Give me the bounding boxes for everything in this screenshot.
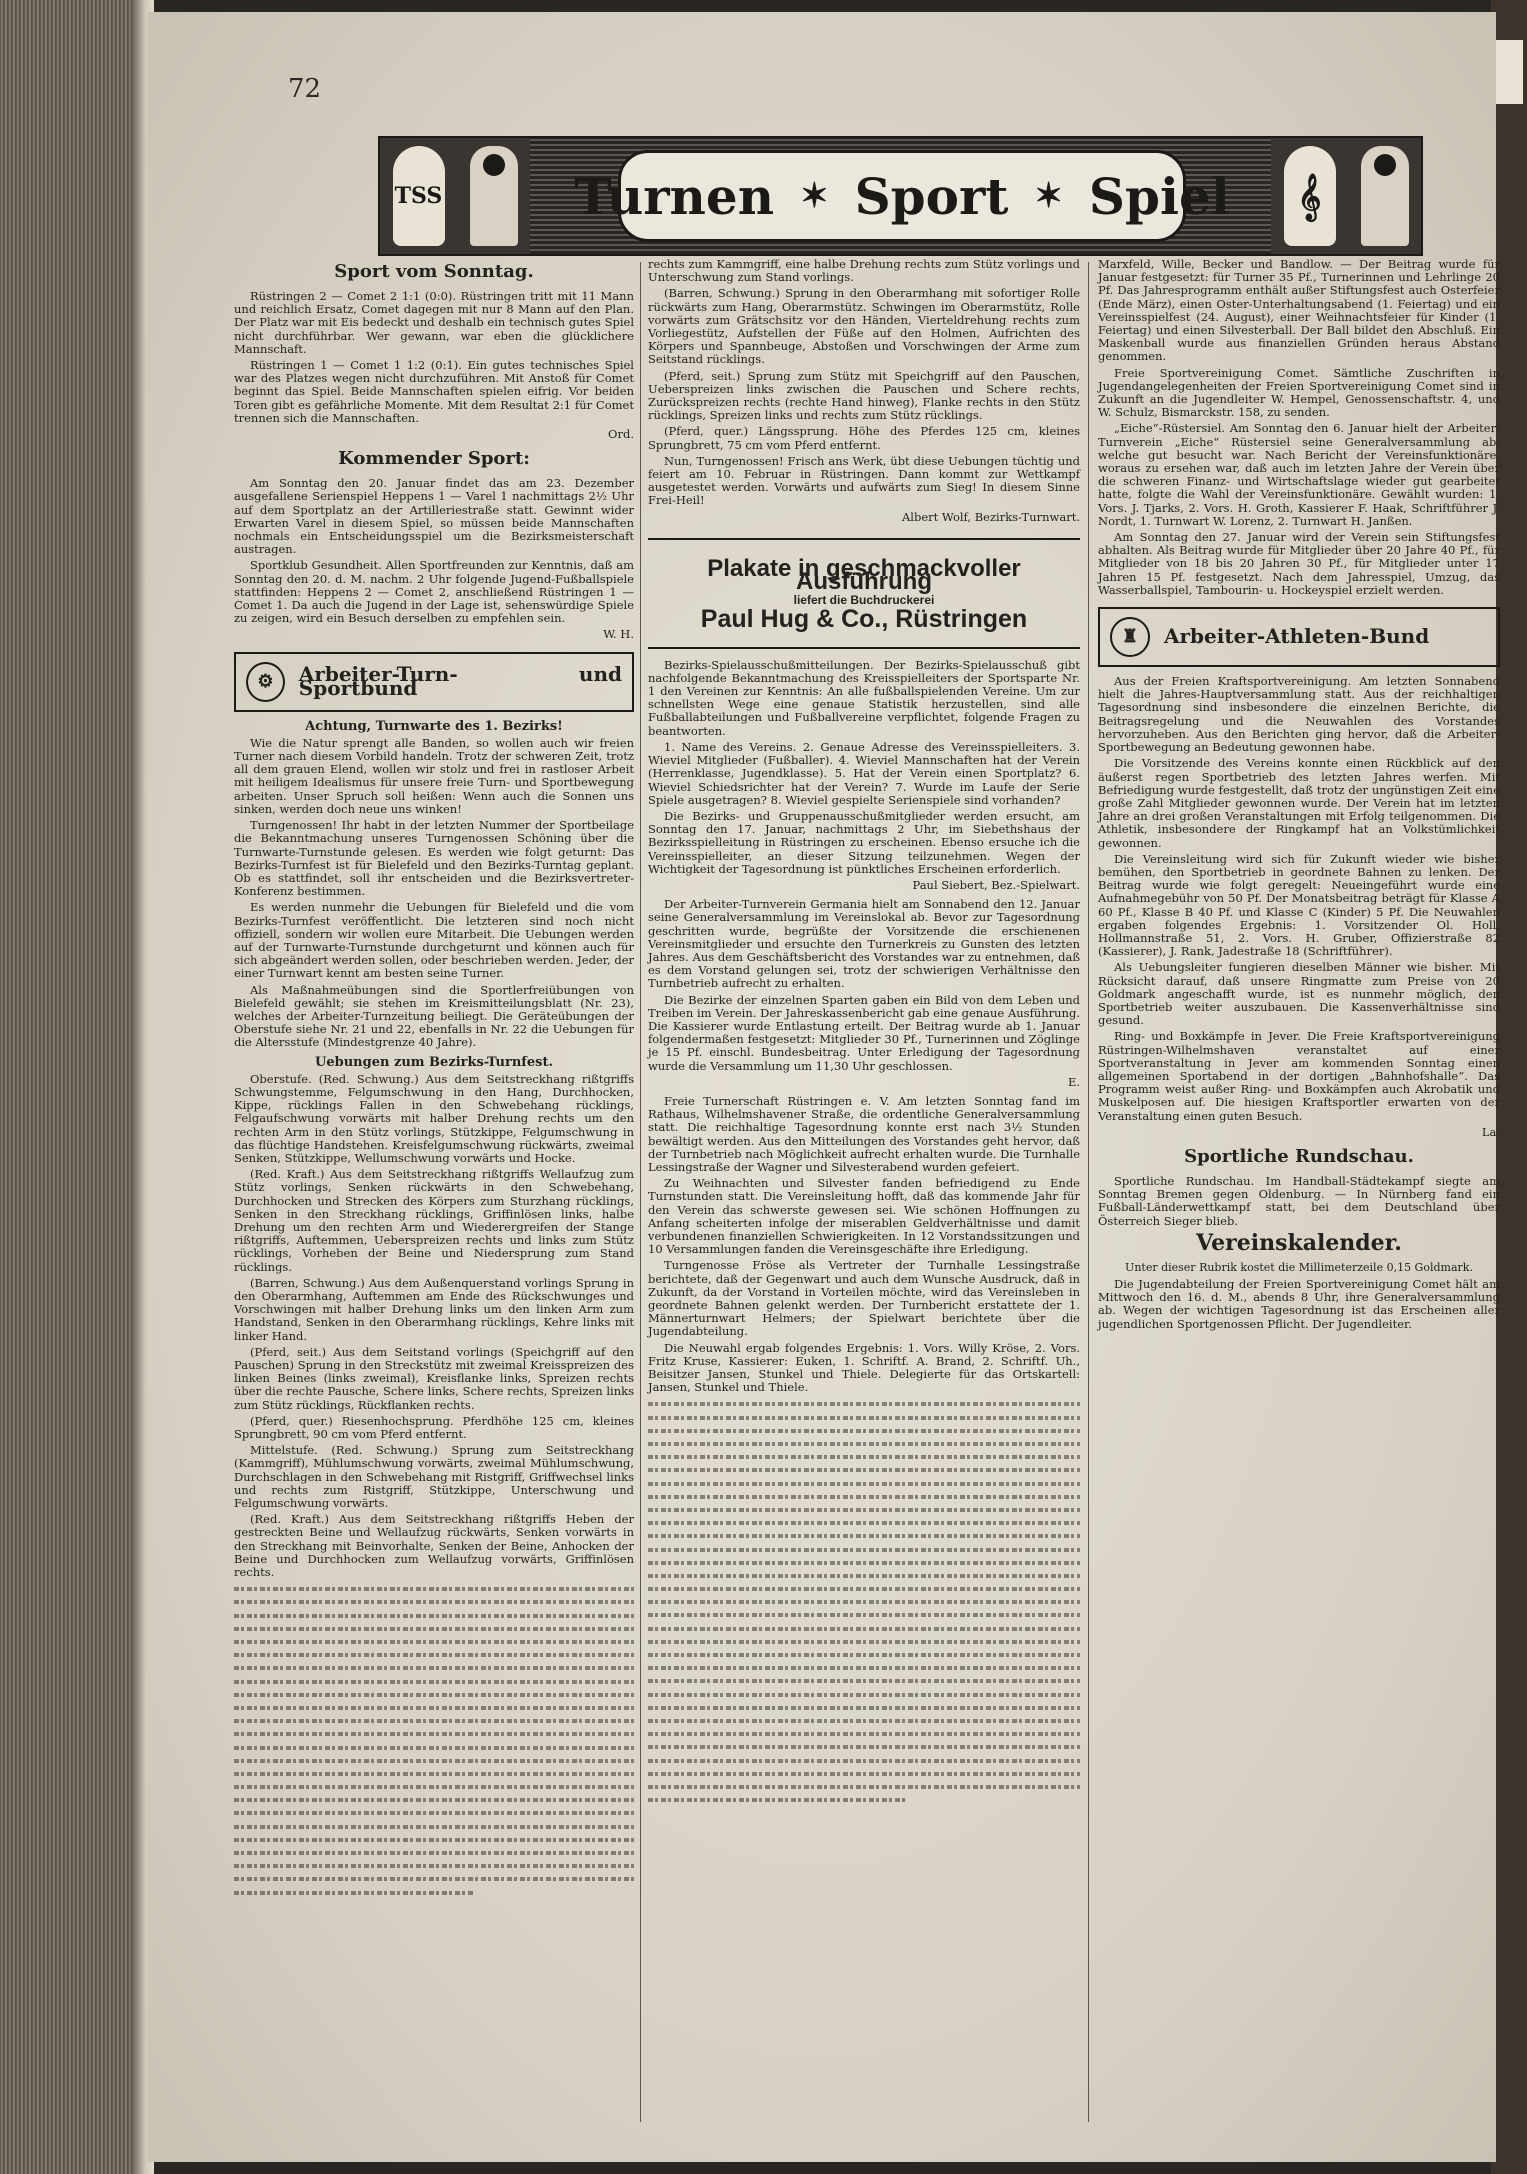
illegible-text-lines [234,1582,634,1899]
article-paragraph: Ring- und Boxkämpfe in Jever. Die Freie Kraftsportvereinigung Rüstringen-Wilhelmshaven veranstaltet auf einer Sportveranstaltung in Jever am kommenden Sonntag einen allgemeinen Sportabend in der dortigen „Bahnhofshalle“. Das Programm weist außer Ring- und Boxkämpfen auch Akrobatik und Muskelposen auf. Die hiesigen Kraftsportler erwarten von der Veranstaltung einen guten Besuch. [1098,1029,1500,1123]
article-paragraph: Als Maßnahmeübungen sind die Sportlerfreiübungen von Bielefeld gewählt; sie stehen im Kreismitteilungsblatt (Nr. 23), welches der Arbeiter-Turnzeitung beiliegt. Die Geräteübungen der Oberstufe siehe Nr. 21 und 22, ebenfalls in Nr. 22 die Uebungen für die Altersstufe (Mindestgrenze 40 Jahre). [234,982,634,1050]
article-paragraph: Marxfeld, Wille, Becker und Bandlow. — Der Beitrag wurde für Januar festgesetzt: für Turner 35 Pf., Turnerinnen und Lehrlinge 20 Pf. Das Jahresprogramm enthält außer Stiftungsfest auch Osterfeier (Ende März), einen Oster-Unterhaltungsabend (1. Feiertag) und ein Vereinsspielfest (24. August), einer Weihnachtsfeier für Kinder (1. Feiertag) und einen Silvesterball. Der Ball bildet den Abschluß. Ein Maskenball wurde aus finanziellen Gründen heraus Abstand genommen. [1098,257,1500,364]
ad-headline: Plakate in geschmackvoller Ausführung [707,554,1021,596]
section-box-title: Arbeiter-Athleten-Bund [1164,624,1430,649]
book-binding [0,0,150,2174]
article-paragraph: Sportklub Gesundheit. Allen Sportfreunden zur Kenntnis, daß am Sonntag den 20. d. M. nachm. 2 Uhr folgende Jugend-Fußballspiele stattfinden: Heppens 2 — Comet 2, anschließend Rüstringen 1 — Comet 1. Da auch die Jugend in der Lage ist, sehenswürdige Spiele zu zeigen, wird ein Besuch derselben zu empfehlen sein. [234,558,634,626]
banner-word-turnen: Turnen [574,166,775,226]
article-paragraph: (Pferd, quer.) Riesenhochsprung. Pferdhöhe 125 cm, kleines Sprungbrett, 90 cm vom Pferd entfernt. [234,1413,634,1442]
article-paragraph: Die Vereinsleitung wird sich für Zukunft wieder wie bisher bemühen, den Sportbetrieb in geordnete Bahnen zu lenken. Der Beitrag wurde wie folgt geregelt: Neueingeführt wurde eine Aufnahmegebühr von 50 Pf. Der Monatsbeitrag beträgt für Klasse A 60 Pf., Klasse B 40 Pf. und Klasse C (Kinder) 5 Pf. Die Neuwahlen ergaben folgendes Ergebnis: 1. Vorsitzender Ol. Holl, Hollmannstraße 51, 2. Vors. H. Gruber, Offizierstraße 82 (Kassierer), J. Rank, Jadestraße 18 (Schriftführer). [1098,851,1500,959]
subheading: Achtung, Turnwarte des 1. Bezirks! [305,718,563,734]
article-paragraph: Freie Turnerschaft Rüstringen e. V. Am letzten Sonntag fand im Rathaus, Wilhelmshavener Straße, die ordentliche Generalversammlung statt. Die reichhaltige Tagesordnung konnte erst nach 3½ Stunden bewältigt werden. Aus den Mitteilungen des Vorstandes geht hervor, daß der Turnbetrieb nach Möglichkeit aufrecht erhalten wurde. Die Turnhalle Lessingstraße der Wagner und Silvesterabend wurden gefeiert. [648,1093,1080,1174]
article-paragraph: Wie die Natur sprengt alle Banden, so wollen auch wir freien Turner nach diesem Vorbild handeln. Trotz der schweren Zeit, trotz all dem grauen Elend, wollen wir stolz und frei in rastloser Arbeit mit heiligem Idealismus für unsere freie Turn- und Sportbewegung arbeiten. Unser Spruch soll heißen: Wenn auch die Sonnen uns sinken, werden doch neue uns winken! [234,735,634,816]
article-paragraph: Die Neuwahl ergab folgendes Ergebnis: 1. Vors. Willy Kröse, 2. Vors. Fritz Kruse, Kassierer: Euken, 1. Schriftf. A. Brand, 2. Schriftf. Uh., Beisitzer Jansen, Stunkel und Thiele. Delegierte für das Ortskartell: Jansen, Stunkel und Thiele. [648,1340,1080,1395]
article-paragraph: (Red. Kraft.) Aus dem Seitstreckhang rißtgriffs Heben der gestreckten Beine und Wellaufzug rückwärts, Senken vorwärts in den Streckhang mit Beinvorhalte, Senken der Beine, Anhocken der Beine und Durchhocken zum Wellaufzug vorwärts, Griffinlösen rechts. [234,1512,634,1580]
article-paragraph: „Eiche“-Rüstersiel. Am Sonntag den 6. Januar hielt der Arbeiter-Turnverein „Eiche“ Rüstersiel seine Generalversammlung ab, welche gut besucht war. Nach Bericht der Vereinsfunktionäre, woraus zu ersehen war, daß auch im letzten Jahre der Verein über die schweren Finanz- und Wirtschaftslage wieder gut gearbeitet hatte, folgte die Wahl der Vereinsfunktionäre. Gewählt wurden: 1. Vors. J. Tjarks, 2. Vors. H. Groth, Kassierer F. Haak, Schriftführer J. Nordt, 1. Turnwart W. Lorenz, 2. Turnwart H. Janßen. [1098,421,1500,528]
signature: W. H. [603,627,634,642]
article-paragraph: Mittelstufe. (Red. Schwung.) Sprung zum Seitstreckhang (Kammgriff), Mühlumschwung vorwärts, zweimal Mühlumschwung, Durchschlagen in den Schwebehang mit Ristgriff, Griffwechsel links und rechts zum Ristgriff, Stützkippe, Unterschwung und Felgumschwung vorwärts. [234,1443,634,1511]
article-paragraph: Die Jugendabteilung der Freien Sportvereinigung Comet hält am Mittwoch den 16. d. M., abends 8 Uhr, ihre Generalversammlung ab. Wegen der wichtigen Tagesordnung ist das Erscheinen aller jugendlichen Sportgenossen Pflicht. Der Jugendleiter. [1098,1277,1500,1331]
heading-kommender-sport: Kommender Sport: [338,448,530,470]
article-paragraph: Als Uebungsleiter fungieren dieselben Männer wie bisher. Mit Rücksicht darauf, daß unsere Ringmatte zum Preise von 20 Goldmark angeschafft wurde, ist es nunmehr möglich, den Sportbetrieb weiter auszubauen. Die Kassenverhältnisse sind gesund. [1098,960,1500,1028]
star-separator-icon: ✶ [1034,176,1063,216]
heading-vereinskalender: Vereinskalender. [1196,1229,1402,1256]
rubric-note: Unter dieser Rubrik kostet die Millimeterzeile 0,15 Goldmark. [1125,1260,1473,1274]
article-paragraph: Nun, Turngenossen! Frisch ans Werk, übt diese Uebungen tüchtig und feiert am 10. Februar in Rüstringen. Dann kommt zur Wettkampf ausgetestet werden. Vorwärts und aufwärts zum Sieg! In diesem Sinne Frei-Heil! [648,453,1080,508]
treble-clef-icon: 𝄞 [1284,146,1336,246]
section-box-arbeiter-turn-und-sportbund [234,652,634,712]
article-paragraph: Bezirks-Spielausschußmitteilungen. Der Bezirks-Spielausschuß gibt nachfolgende Bekanntmachung des Kreisspielleiters der Sportsparte Nr. 1 den Vereinen zur Kenntnis: An alle fußballspielenden Vereine. Um zur schnellsten Wege eine genaue Statistik herzustellen, sind alle Fußballabteilungen und Fußballvereine verpflichtet, folgende Fragen zu beantworten. [648,657,1080,738]
ad-company: Paul Hug & Co., Rüstringen [700,605,1028,634]
signature: Albert Wolf, Bezirks-Turnwart. [901,509,1080,524]
article-paragraph: Freie Sportvereinigung Comet. Sämtliche Zuschriften in Jugendangelegenheiten der Freien Sportvereinigung Comet sind in Zukunft an die Jugendleiter W. Hempel, Genossenschaftstr. 4, und W. Schulz, Bismarckstr. 158, zu senden. [1098,365,1500,420]
page-tab [1495,40,1523,104]
star-separator-icon: ✶ [800,176,829,216]
tss-monogram-icon: TSS [393,146,445,246]
article-paragraph: Der Arbeiter-Turnverein Germania hielt am Sonnabend den 12. Januar seine Generalversammlung im Vereinslokal ab. Bevor zur Tagesordnung geschritten wurde, begrüßte der Vorsitzende die erschienenen Vereinsmitglieder und ersuchte den Turnerkreis zu Gunsten des letzten Jahres. Aus dem Geschäftsbericht des Vorstandes war zu entnehmen, daß es dem Vorstand gelungen sei, trotz der schwierigen Verhältnisse den Turnbetrieb aufrecht zu erhalten. [648,897,1080,991]
signature: Paul Siebert, Bez.-Spielwart. [912,877,1080,892]
article-paragraph: (Barren, Schwung.) Sprung in den Oberarmhang mit sofortiger Rolle rückwärts zum Hang, Oberarmstütz. Schwingen im Oberarmstütz, Rolle vorwärts zum Grätschsitz vor den Händen, Vierteldrehung rechts zum Vorliegestütz, Aufstellen der Füße auf den Holmen, Aufrichten des Körpers und Spannbeuge, Abstoßen und Vorschwingen der Arme zum Seitstand rücklings. [648,286,1080,367]
signature: Ord. [608,427,634,442]
column-1 [234,258,634,1899]
article-paragraph: (Pferd, seit.) Aus dem Seitstand vorlings (Speichgriff auf den Pauschen) Sprung in den Streckstütz mit zweimal Kreisspreizen des linken Beines (links zweimal), Kreisflanke links, Spreizen rechts über die rechte Pausche, Schere links, Schere rechts, Spreizen links zum Stütz rücklings, Rückflanken rechts. [234,1344,634,1412]
page-number: 72 [288,74,322,104]
article-paragraph: Die Vorsitzende des Vereins konnte einen Rückblick auf den äußerst regen Sportbetrieb des letzten Jahres werfen. Mit Befriedigung wurde festgestellt, daß trotz der ungünstigen Zeit eine große Zahl Mitglieder gewonnen wurde. Der Verein hat im letzten Jahre an drei großen Veranstaltungen mit Erfolg teilgenommen. Die Athletik, insbesondere der Ringkampf hat an Volkstümlichkeit gewonnen. [1098,756,1500,850]
article-paragraph: Die Bezirke der einzelnen Sparten gaben ein Bild von dem Leben und Treiben im Verein. Der Jahreskassenbericht gab eine genaue Ausführung. Die Kassierer wurde Entlastung erteilt. Der Beitrag wurde ab 1. Januar folgendermaßen festgesetzt: Mitglieder 30 Pf., Turnerinnen und Zöglinge je 15 Pf. einschl. Bundesbeitrag. Unter Erledigung der Tagesordnung wurde die Versammlung um 11,30 Uhr geschlossen. [648,992,1080,1073]
section-box-arbeiter-athleten-bund [1098,607,1500,667]
article-paragraph: Rüstringen 2 — Comet 2 1:1 (0:0). Rüstringen tritt mit 11 Mann und reichlich Ersatz, Comet dagegen mit nur 8 Mann auf den Plan. Der Platz war mit Eis bedeckt und deshalb ein technisch gutes Spiel nicht durchführbar. Wer gewann, war eben die glücklichere Mannschaft. [234,289,634,356]
article-paragraph: Turngenosse Fröse als Vertreter der Turnhalle Lessingstraße berichtete, daß der Gegenwart und auch dem Wunsche Ausdruck, daß in Zukunft, da der Vorstand in Vorteilen möchte, wird das Vereinsleben in geordnete Bahnen gelenkt werden. Der Turnbericht erstattete der 1. Männerturnwart Helmers; der Spielwart berichtete über die Jugendabteilung. [648,1258,1080,1339]
column-rule [1088,262,1089,2122]
atsb-logo-icon: ⚙ [246,662,285,702]
heading-sportliche-rundschau: Sportliche Rundschau. [1184,1145,1414,1167]
article-paragraph: Oberstufe. (Red. Schwung.) Aus dem Seitstreckhang rißtgriffs Schwungstemme, Felgumschwung in den Hang, Durchhocken, Kippe, rücklings Fallen in den Schwebehang rücklings, Felgaufschwung vorwärts mit halber Drehung rechts um den rechten Arm in den Stütz vorlings, Stützkippe, Felgumschwung in das flüchtige Handstehen. Kreisfelgumschwung rückwärts, zweimal Senken, Stützkippe, Wellumschwung vorwärts und Hocke. [234,1071,634,1165]
banner-word-sport: Sport [854,166,1009,226]
illegible-text-lines [648,1397,1080,1806]
article-paragraph: Aus der Freien Kraftsportvereinigung. Am letzten Sonnabend hielt die Jahres-Hauptversammlung statt. Aus der reichhaltigen Tagesordnung sind insbesondere die einzelnen Berichte, die Beitragsregelung und die Neuwahlen des Vorstandes hervorzuheben. Aus den Berichten ging hervor, daß die Arbeiter-Sportbewegung an Bedeutung gewonnen habe. [1098,674,1500,755]
article-paragraph: Rüstringen 1 — Comet 1 1:2 (0:1). Ein gutes technisches Spiel war des Platzes wegen nicht durchzuführen. Mit Anstoß für Comet beginnt das Spiel. Beide Mannschaften spielen eifrig. Vor beiden Toren gibt es gefährliche Momente. Mit dem Resultat 2:1 für Comet trennen sich die Mannschaften. [234,358,634,425]
article-paragraph: (Pferd, seit.) Sprung zum Stütz mit Speichgriff auf den Pauschen, Ueberspreizen links zwischen die Pauschen und Schere rechts, Zurückspreizen rechts (rechte Hand hinweg), Flanke rechts in den Stütz rücklings, Spreizen links und rechts zum Stütz rücklings. [648,368,1080,423]
column-2 [648,258,1080,1806]
section-box-title: Arbeiter-Turn- und Sportbund [298,662,622,700]
advertisement-paul-hug [648,538,1080,649]
article-paragraph: Am Sonntag den 27. Januar wird der Verein sein Stiftungsfest abhalten. Als Beitrag wurde für Mitglieder über 20 Jahre 40 Pf., für Mitglieder von 18 bis 20 Jahren 30 Pf., für Mitglieder unter 17 Jahren 15 Pf. festgesetzt. Nach dem Jahresspiel, Umzug, das Wasserballspiel, Tambourin- u. Hockeyspiel erzielt werden. [1098,530,1500,597]
banner-right-ornament [1271,138,1421,254]
article-paragraph: (Barren, Schwung.) Aus dem Außenquerstand vorlings Sprung in den Oberarmhang, Auftemmen am Ende des Rückschwunges und Vorschwingen mit halber Drehung links um den linken Arm zum Handstand, Senken in den Oberarmhang rücklings, Kehre links mit linker Hand. [234,1275,634,1343]
article-paragraph: (Red. Kraft.) Aus dem Seitstreckhang rißtgriffs Wellaufzug zum Stütz vorlings, Senken rückwärts in den Schwebehang, Durchhocken und Strecken des Körpers zum Sturzhang rücklings, Senken in den Streckhang rücklings, Griffinlösen links, halbe Drehung um den rechten Arm und Wiederergreifen der Stange rißtgriffs, Auftemmen, Ueberspreizen rechts und links zum Stütz rücklings, Vorheben der Beine und Niedersprung zum Stand rücklings. [234,1167,634,1274]
column-3 [1098,258,1500,1334]
article-paragraph: Es werden nunmehr die Uebungen für Bielefeld und die vom Bezirks-Turnfest veröffentlicht. Die letzteren sind noch nicht offiziell, sondern wir wollen eure Mitarbeit. Die Uebungen werden auf der Turnwarte-Turnstunde durchgeturnt und können auch für sich abgeändert werden sollen, oder beschrieben werden. Jeder, der einer Turnwart kennt am besten seine Turner. [234,900,634,981]
heading-sport-vom-sonntag: Sport vom Sonntag. [334,261,534,282]
article-paragraph: rechts zum Kammgriff, eine halbe Drehung rechts zum Stütz vorlings und Unterschwung zum Stand vorlings. [648,257,1080,285]
signature: E. [1067,1074,1080,1089]
article-paragraph: Zu Weihnachten und Silvester fanden befriedigend zu Ende Turnstunden statt. Die Vereinsleitung hofft, daß das kommende Jahr für den Verein das schwerste gewesen sei. Wie schönen Hoffnungen zu Anfang scheiterten infolge der miserablen Geldverhältnisse und damit verbundenen finanziellen Schwierigkeiten. In 12 Vorstandssitzungen und 10 Versammlungen fanden die Vereinsgeschäfte ihre Erledigung. [648,1176,1080,1257]
banner-left-ornament [380,138,530,254]
article-paragraph: 1. Name des Vereins. 2. Genaue Adresse des Vereinsspielleiters. 3. Wieviel Mitglieder (Fußballer). 4. Wieviel Mannschaften hat der Verein (Herrenklasse, Jugendklasse). 5. Hat der Verein einen Sportplatz? 6. Wieviel Schiedsrichter hat der Verein? 7. Wurde im Laufe der Serie Spiele ausgetragen? 8. Wieviel gespielte Serienspiele sind vorhanden? [648,739,1080,807]
ad-subline: liefert die Buchdruckerei [793,593,935,608]
article-paragraph: Die Bezirks- und Gruppenausschußmitglieder werden ersucht, am Sonntag den 17. Januar, nachmittags 2 Uhr, im Siebethshaus der Bezirksspielleitung in Rüstringen zu erscheinen. Ebenso ersuche ich die Vereinsspielleiter, an dieser Sitzung teilzunehmen. Wegen der Wichtigkeit der Tagesordnung ist pünktliches Erscheinen erforderlich. [648,808,1080,876]
article-paragraph: (Pferd, quer.) Längssprung. Höhe des Pferdes 125 cm, kleines Sprungbrett, 75 cm vom Pferd entfernt. [648,424,1080,452]
section-banner [378,136,1423,256]
article-paragraph: Turngenossen! Ihr habt in der letzten Nummer der Sportbeilage die Bekanntmachung unseres Turngenossen Schöning über die Turnwarte-Turnstunde gelesen. Es werden wie folgt geturnt: Das Bezirks-Turnfest ist für Bielefeld und den Bezirks-Turntag geplant. Ob es stattfindet, soll ihr entscheiden und die Bezirksvertreter-Konferenz bestimmen. [234,818,634,899]
banner-word-spiel: Spiel [1088,166,1230,226]
article-paragraph: Am Sonntag den 20. Januar findet das am 23. Dezember ausgefallene Serienspiel Heppens 1 — Varel 1 nachmittags 2½ Uhr auf dem Sportplatz an der Artilleriestraße statt. Gewinnt wider Erwarten Varel in diesem Spiel, so müssen beide Mannschaften nochmals ein Entscheidungsspiel um die Bezirksmeisterschaft austragen. [234,476,634,557]
subheading: Uebungen zum Bezirks-Turnfest. [315,1054,553,1070]
signature: La. [1481,1124,1500,1139]
athlete-figure-icon [470,146,518,246]
article-paragraph: Sportliche Rundschau. Im Handball-Städtekampf siegte am Sonntag Bremen gegen Oldenburg. — In Nürnberg fand ein Fußball-Länderwettkampf statt, bei dem Deutschland über Österreich Sieger blieb. [1098,1173,1500,1228]
musician-figure-icon [1361,146,1409,246]
athlete-logo-icon: ♜ [1110,617,1150,657]
banner-title [574,150,1230,242]
column-rule [640,262,641,2122]
